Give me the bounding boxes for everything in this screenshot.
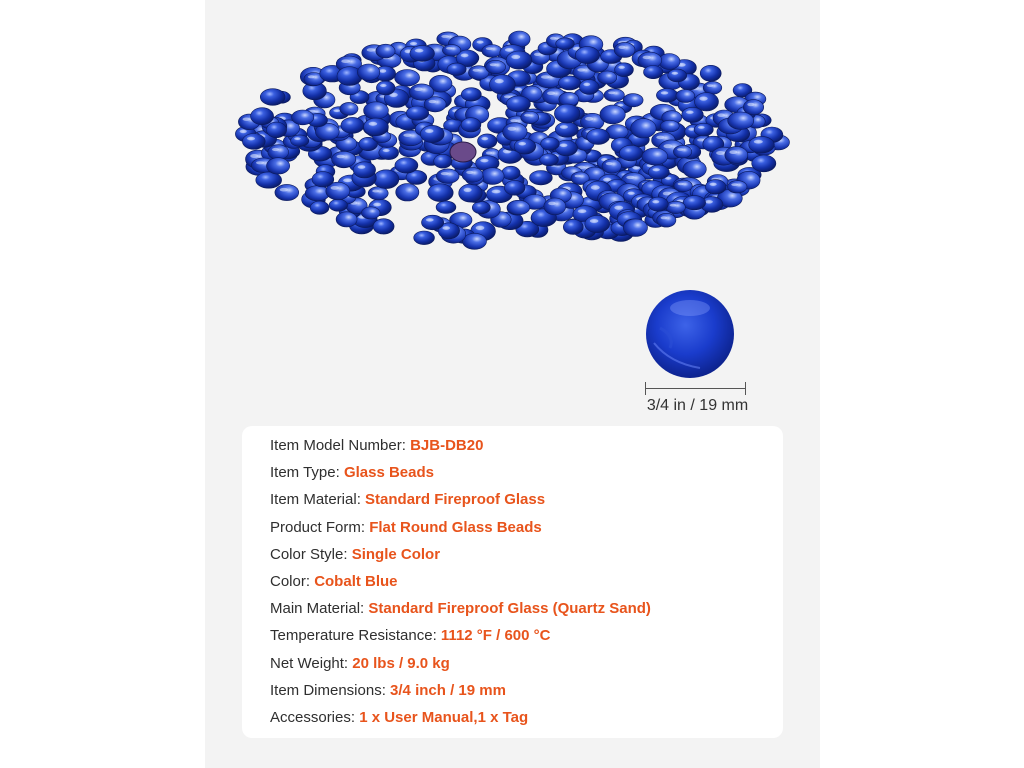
spec-value: Standard Fireproof Glass bbox=[365, 491, 546, 509]
bead-highlight bbox=[369, 122, 378, 126]
glass-bead bbox=[379, 146, 399, 160]
bead-highlight bbox=[383, 149, 390, 152]
spec-value: 1112 °F / 600 °C bbox=[440, 627, 551, 645]
bead-highlight bbox=[705, 200, 713, 203]
bead-highlight bbox=[618, 66, 625, 69]
glass-bead bbox=[422, 215, 444, 230]
glass-bead bbox=[668, 69, 687, 82]
glass-bead bbox=[242, 134, 265, 150]
bead-highlight bbox=[560, 125, 568, 128]
bead-highlight bbox=[372, 190, 379, 193]
glass-bead bbox=[705, 180, 726, 194]
glass-bead bbox=[598, 71, 617, 84]
glass-bead bbox=[530, 171, 553, 185]
glass-bead bbox=[267, 158, 290, 174]
glass-bead bbox=[410, 84, 434, 100]
spec-value: Flat Round Glass Beads bbox=[369, 518, 542, 536]
glass-bead bbox=[752, 155, 776, 172]
spec-key: Item Material: bbox=[270, 491, 361, 509]
glass-bead bbox=[506, 96, 530, 112]
glass-bead bbox=[329, 199, 347, 211]
specifications-list bbox=[270, 432, 651, 731]
bead-highlight bbox=[243, 118, 251, 121]
glass-bead bbox=[666, 201, 686, 213]
glass-bead bbox=[614, 42, 635, 57]
glass-bead bbox=[648, 165, 669, 179]
bead-highlight bbox=[414, 87, 422, 91]
bead-highlight bbox=[578, 209, 587, 213]
glass-bead bbox=[554, 104, 580, 123]
glass-bead bbox=[600, 105, 625, 124]
bead-highlight bbox=[343, 179, 352, 183]
glass-bead bbox=[395, 70, 420, 87]
bead-highlight bbox=[697, 138, 704, 141]
bead-highlight bbox=[716, 151, 725, 155]
bead-highlight bbox=[466, 171, 473, 174]
bead-highlight bbox=[441, 172, 449, 175]
glass-bead bbox=[332, 151, 356, 167]
bead-highlight bbox=[473, 69, 480, 72]
glass-bead bbox=[575, 47, 599, 64]
spec-row bbox=[270, 459, 651, 486]
bead-highlight bbox=[729, 150, 737, 154]
bead-highlight bbox=[280, 188, 288, 192]
glass-bead bbox=[619, 145, 642, 161]
glass-bead bbox=[656, 89, 678, 103]
glass-bead bbox=[623, 219, 647, 236]
bead-highlight bbox=[664, 144, 673, 148]
bead-highlight bbox=[534, 53, 541, 56]
bead-highlight bbox=[505, 48, 514, 52]
spec-value: 3/4 inch / 19 mm bbox=[390, 681, 506, 699]
glass-bead bbox=[673, 145, 691, 158]
glass-bead bbox=[541, 137, 560, 150]
bead-highlight bbox=[508, 127, 517, 131]
glass-bead bbox=[395, 158, 418, 173]
bead-highlight bbox=[547, 91, 555, 95]
glass-bead bbox=[486, 60, 506, 73]
glass-bead bbox=[256, 172, 282, 188]
specifications-card bbox=[242, 426, 783, 738]
bead-highlight bbox=[272, 148, 279, 151]
glass-bead bbox=[461, 88, 481, 101]
glass-bead bbox=[268, 145, 289, 160]
glass-bead bbox=[683, 196, 705, 210]
glass-bead bbox=[728, 112, 754, 129]
iridescent-bead bbox=[450, 142, 476, 162]
spec-row bbox=[270, 432, 651, 459]
bead-highlight bbox=[358, 165, 366, 169]
glass-bead bbox=[683, 161, 706, 178]
bead-highlight bbox=[632, 166, 640, 169]
glass-bead bbox=[615, 63, 634, 77]
spec-key: Main Material: bbox=[270, 600, 365, 618]
bead-highlight bbox=[707, 84, 713, 87]
spec-key: Item Model Number: bbox=[270, 437, 406, 454]
glass-bead bbox=[310, 201, 329, 214]
spec-value: BJB-DB20 bbox=[410, 437, 484, 454]
bead-highlight bbox=[250, 154, 258, 158]
bead-highlight bbox=[575, 175, 581, 178]
bead-highlight bbox=[710, 183, 717, 186]
glass-bead bbox=[727, 181, 747, 193]
bead-highlight bbox=[661, 91, 669, 94]
bead-highlight bbox=[367, 48, 376, 52]
glass-bead bbox=[373, 219, 394, 234]
glass-bead bbox=[410, 45, 435, 61]
bead-highlight bbox=[524, 114, 530, 117]
spec-key: Net Weight: bbox=[270, 654, 349, 672]
glass-bead bbox=[482, 45, 502, 58]
bead-highlight bbox=[464, 188, 472, 192]
glass-bead bbox=[396, 184, 419, 201]
bead-highlight bbox=[490, 63, 497, 66]
glass-bead bbox=[682, 107, 704, 122]
bead-highlight bbox=[518, 142, 526, 145]
bead-highlight bbox=[747, 103, 754, 106]
bead-highlight bbox=[256, 161, 264, 164]
bead-highlight bbox=[661, 216, 668, 219]
glass-bead bbox=[447, 63, 466, 75]
spec-row bbox=[270, 650, 651, 677]
glass-bead bbox=[478, 134, 497, 148]
glass-bead bbox=[373, 170, 399, 189]
bead-highlight bbox=[626, 176, 634, 179]
glass-bead bbox=[648, 197, 668, 211]
glass-bead bbox=[436, 169, 459, 183]
spec-value: 20 lbs / 9.0 kg bbox=[352, 654, 450, 672]
bead-highlight bbox=[486, 151, 492, 154]
bead-highlight bbox=[606, 162, 613, 165]
bead-highlight bbox=[504, 95, 511, 98]
spec-key: Product Form: bbox=[270, 518, 366, 536]
glass-bead bbox=[490, 75, 516, 95]
bead-highlight bbox=[577, 68, 585, 71]
spec-row bbox=[270, 622, 651, 649]
bead-highlight bbox=[510, 119, 517, 122]
bead-highlight bbox=[379, 69, 386, 72]
spec-value: Glass Beads bbox=[343, 464, 434, 482]
bead-highlight bbox=[585, 117, 593, 121]
bead-highlight bbox=[653, 168, 660, 171]
bead-highlight bbox=[442, 226, 450, 230]
bead-highlight bbox=[643, 56, 651, 60]
bead-highlight bbox=[511, 55, 520, 59]
bead-highlight bbox=[731, 183, 738, 186]
spec-row bbox=[270, 514, 651, 541]
bead-highlight bbox=[446, 47, 452, 50]
bead-highlight bbox=[652, 200, 659, 203]
glass-bead bbox=[275, 184, 299, 200]
glass-bead bbox=[434, 154, 452, 168]
bead-pile-image bbox=[205, 0, 820, 260]
glass-bead bbox=[353, 162, 375, 178]
bead-highlight bbox=[495, 79, 504, 83]
glass-bead bbox=[579, 80, 599, 95]
glass-bead bbox=[703, 81, 722, 94]
bead-highlight bbox=[608, 91, 615, 94]
spec-key: Accessories: bbox=[270, 708, 356, 726]
glass-bead bbox=[291, 135, 309, 147]
glass-bead bbox=[631, 119, 656, 138]
glass-bead bbox=[504, 180, 525, 195]
bead-highlight bbox=[380, 84, 387, 87]
bead-highlight bbox=[415, 49, 424, 53]
bead-highlight bbox=[486, 47, 493, 50]
glass-bead bbox=[459, 184, 483, 202]
glass-bead bbox=[506, 51, 532, 69]
spec-value: 1 x User Manual,1 x Tag bbox=[359, 708, 529, 726]
bead-highlight bbox=[670, 204, 677, 207]
glass-bead bbox=[657, 213, 676, 227]
bead-highlight bbox=[541, 75, 550, 79]
glass-bead bbox=[361, 207, 380, 219]
bead-highlight bbox=[403, 134, 411, 137]
glass-bead bbox=[336, 212, 357, 227]
glass-bead bbox=[507, 200, 530, 214]
bead-highlight bbox=[308, 75, 315, 78]
glass-bead bbox=[442, 45, 460, 56]
glass-bead bbox=[623, 94, 643, 107]
bead-highlight bbox=[247, 137, 255, 140]
bead-highlight bbox=[410, 42, 417, 45]
glass-bead bbox=[521, 111, 539, 123]
bead-highlight bbox=[618, 46, 625, 49]
spec-row bbox=[270, 677, 651, 704]
bead-highlight bbox=[492, 190, 501, 194]
glass-bead bbox=[428, 184, 453, 202]
bead-highlight bbox=[560, 144, 568, 147]
bead-highlight bbox=[240, 130, 247, 133]
glass-bead bbox=[749, 136, 775, 153]
spec-value: Single Color bbox=[351, 545, 441, 563]
glass-bead bbox=[743, 100, 763, 115]
bead-highlight bbox=[373, 203, 381, 207]
glass-bead bbox=[694, 123, 713, 136]
bead-highlight bbox=[333, 109, 340, 112]
glass-bead bbox=[544, 198, 566, 215]
glass-bead bbox=[266, 122, 286, 138]
dimension-label: 3/4 in / 19 mm bbox=[646, 397, 749, 414]
spec-key: Item Type: bbox=[270, 464, 340, 482]
bead-highlight bbox=[425, 129, 433, 133]
bead-highlight bbox=[699, 97, 707, 101]
spec-row bbox=[270, 568, 651, 595]
bead-highlight bbox=[698, 126, 705, 129]
bead-highlight bbox=[686, 111, 694, 114]
glass-bead bbox=[700, 65, 721, 81]
dimension-indicator bbox=[645, 382, 746, 396]
glass-bead bbox=[642, 148, 668, 165]
single-bead-image bbox=[630, 288, 750, 388]
bead-highlight bbox=[672, 72, 679, 75]
bead-highlight bbox=[441, 35, 449, 38]
glass-bead bbox=[376, 81, 395, 95]
bead-highlight bbox=[331, 186, 339, 190]
glass-bead bbox=[436, 201, 456, 213]
spec-value: Cobalt Blue bbox=[314, 572, 398, 590]
bead-highlight bbox=[583, 83, 590, 86]
spec-key: Temperature Resistance: bbox=[270, 627, 437, 645]
glass-bead bbox=[461, 118, 481, 132]
bead-highlight bbox=[628, 192, 635, 195]
glass-bead bbox=[462, 168, 483, 183]
product-panel bbox=[205, 0, 820, 768]
bead-highlight bbox=[337, 155, 345, 159]
bead-highlight bbox=[678, 183, 684, 186]
glass-bead bbox=[556, 38, 575, 50]
bead-highlight bbox=[677, 148, 683, 151]
glass-bead bbox=[563, 220, 583, 235]
spec-row bbox=[270, 704, 651, 731]
bead-highlight bbox=[717, 113, 725, 117]
bead-highlight bbox=[591, 185, 600, 189]
glass-bead bbox=[587, 129, 610, 145]
spec-row bbox=[270, 595, 651, 622]
bead-highlight bbox=[590, 219, 599, 223]
bead-highlight bbox=[481, 137, 488, 140]
spec-row bbox=[270, 486, 651, 513]
bead-highlight bbox=[477, 41, 484, 44]
glass-bead bbox=[364, 102, 389, 120]
glass-bead bbox=[502, 166, 520, 180]
glass-bead bbox=[481, 168, 504, 185]
glass-bead bbox=[674, 180, 692, 192]
glass-bead bbox=[312, 172, 334, 187]
spec-key: Color Style: bbox=[270, 545, 348, 563]
glass-bead bbox=[340, 102, 358, 115]
glass-bead bbox=[604, 89, 624, 102]
glass-bead bbox=[292, 110, 314, 125]
glass-bead bbox=[414, 231, 435, 245]
glass-bead bbox=[341, 117, 364, 133]
glass-bead bbox=[555, 122, 578, 137]
bead-highlight bbox=[480, 159, 488, 162]
glass-bead bbox=[644, 66, 663, 79]
glass-bead bbox=[472, 201, 490, 213]
bead-highlight bbox=[476, 226, 485, 230]
glass-bead bbox=[463, 233, 487, 249]
glass-bead bbox=[676, 90, 695, 103]
bead-highlight bbox=[656, 136, 664, 140]
bead-highlight bbox=[548, 202, 556, 206]
bead-highlight bbox=[426, 218, 434, 221]
bead-highlight bbox=[614, 206, 623, 210]
glass-bead bbox=[260, 89, 285, 106]
spec-key: Item Dimensions: bbox=[270, 681, 386, 699]
spec-value: Standard Fireproof Glass (Quartz Sand) bbox=[368, 600, 651, 618]
glass-bead bbox=[602, 159, 621, 173]
glass-bead bbox=[357, 64, 379, 81]
glass-bead bbox=[251, 108, 274, 125]
glass-bead bbox=[585, 215, 610, 232]
bead-highlight bbox=[429, 100, 437, 103]
bead-highlight bbox=[550, 37, 557, 40]
glass-bead bbox=[725, 147, 748, 164]
glass-bead bbox=[364, 118, 389, 136]
spec-row bbox=[270, 541, 651, 568]
spec-key: Color: bbox=[270, 572, 311, 590]
bead-highlight bbox=[341, 59, 350, 63]
bead-highlight bbox=[461, 54, 469, 58]
glass-bead bbox=[660, 120, 679, 132]
bead-highlight bbox=[294, 137, 300, 140]
glass-bead bbox=[420, 125, 444, 142]
bead-highlight bbox=[754, 140, 763, 144]
glass-bead bbox=[540, 154, 559, 166]
glass-bead bbox=[376, 44, 395, 58]
glass-bead bbox=[503, 123, 527, 141]
